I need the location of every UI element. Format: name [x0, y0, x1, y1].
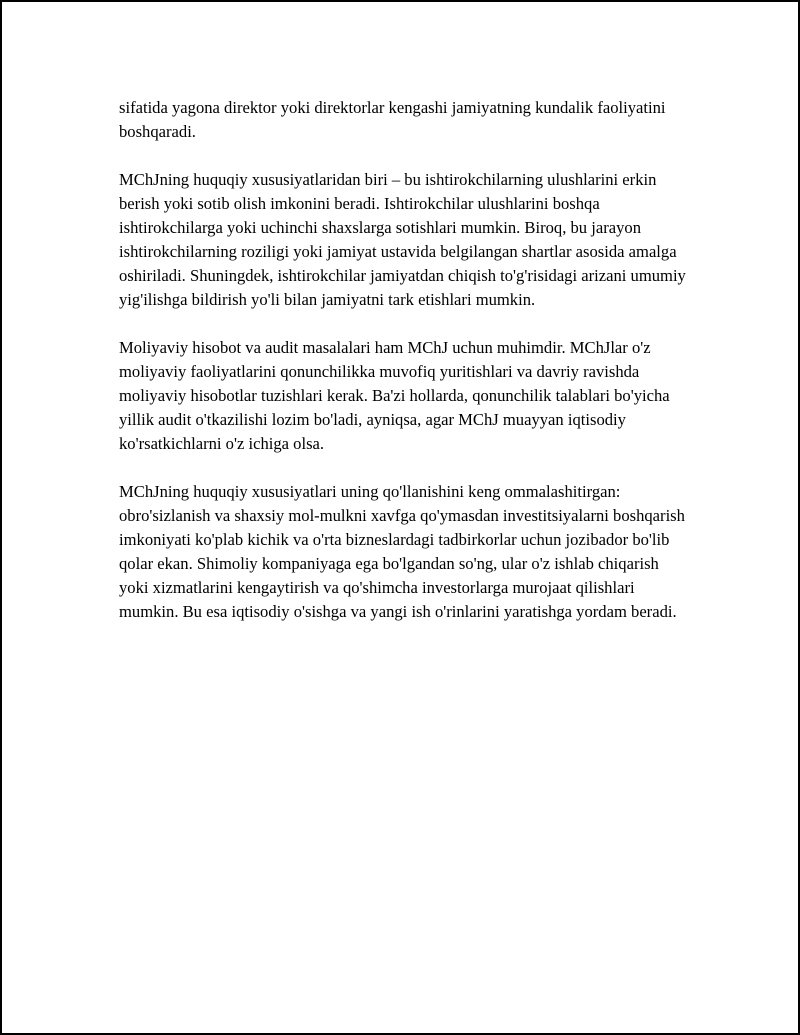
paragraph-4: MChJning huquqiy xususiyatlari uning qo'llanishini keng ommalashitirgan: obro'sizlanish va shaxsiy mol-mulkni xavfga qo'ymasdan investitsiyalarni boshqarish imkoniyati ko'plab kichik va o'rta bizneslardagi tadbirkorlar uchun jozibador bo'lib qolar ekan. Shimoliy kompaniyaga ega bo'lgandan so'ng, ular o'z ishlab chiqarish yoki xizmatlarini kengaytirish va qo'shimcha investorlarga murojaat qilishlari mumkin. Bu esa iqtisodiy o'sishga va yangi ish o'rinlarini yaratishga yordam beradi. [119, 482, 685, 621]
paragraph-1: sifatida yagona direktor yoki direktorlar kengashi jamiyatning kundalik faoliyatini boshqaradi. [119, 98, 666, 141]
document-body [119, 96, 687, 648]
paragraph-3: Moliyaviy hisobot va audit masalalari ham MChJ uchun muhimdir. MChJlar o'z moliyaviy faoliyatlarini qonunchilikka muvofiq yuritishlari va davriy ravishda moliyaviy hisobotlar tuzishlari kerak. Ba'zi hollarda, qonunchilik talablari bo'yicha yillik audit o'tkazilishi lozim bo'ladi, ayniqsa, agar MChJ muayyan iqtisodiy ko'rsatkichlarni o'z ichiga olsa. [119, 338, 670, 453]
paragraph-2: MChJning huquqiy xususiyatlaridan biri – bu ishtirokchilarning ulushlarini erkin berish yoki sotib olish imkonini beradi. Ishtirokchilar ulushlarini boshqa ishtirokchilarga yoki uchinchi shaxslarga sotishlari mumkin. Biroq, bu jarayon ishtirokchilarning roziligi yoki jamiyat ustavida belgilangan shartlar asosida amalga oshiriladi. Shuningdek, ishtirokchilar jamiyatdan chiqish to'g'risidagi arizani umumiy yig'ilishga bildirish yo'li bilan jamiyatni tark etishlari mumkin. [119, 170, 686, 309]
